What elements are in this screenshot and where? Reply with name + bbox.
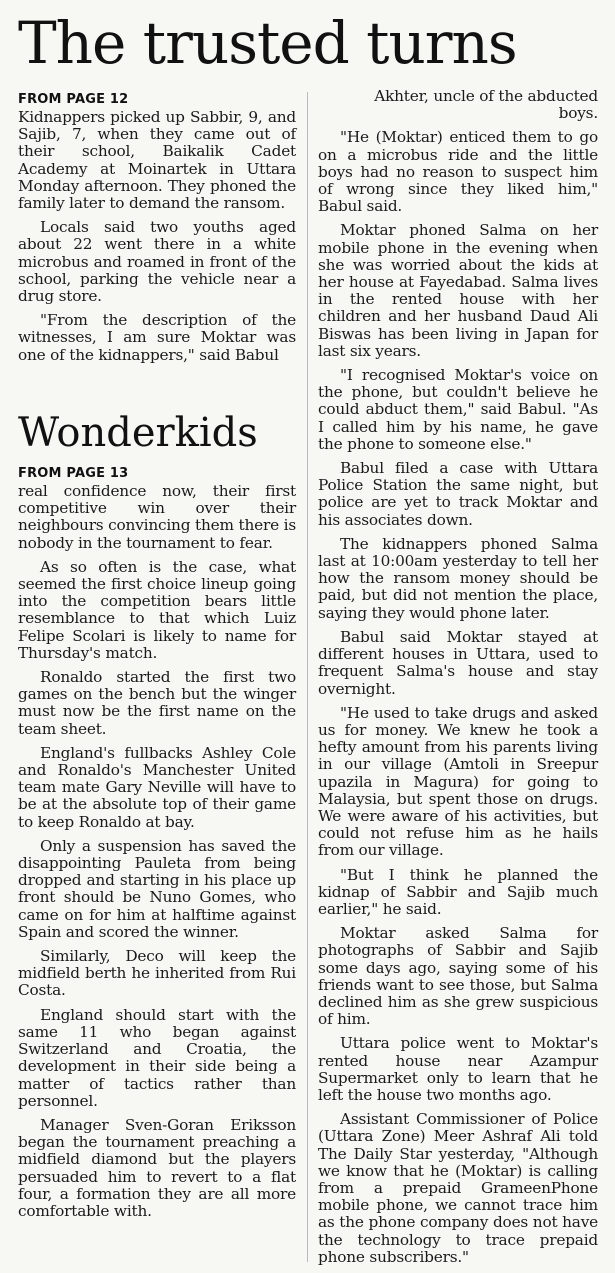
wonderkids-paragraph: Only a suspension has saved the disappointing Pauleta from being dropped and starting in his place up front should be Nuno Gomes, who came on for him at halftime against Spain and scored the winner.	[18, 836, 296, 941]
wonderkids-paragraph: Ronaldo started the first two games on the bench but the winger must now be the first name on the team sheet.	[18, 668, 296, 738]
headline: The trusted turns	[18, 9, 517, 77]
trusted-left-column	[18, 88, 296, 371]
wonderkids-column	[18, 462, 296, 1227]
trusted-paragraph: Moktar phoned Salma on her mobile phone in the evening when she was worried about the kids at her house at Fayedabad. Salma lives in the rented house with her children and her husband Daud Ali Biswas has been living in Japan for last six years.	[318, 221, 598, 360]
trusted-paragraph: Babul filed a case with Uttara Police Station the same night, but police are yet to track Moktar and his associates down.	[318, 459, 598, 529]
trusted-kicker: FROM PAGE 12	[18, 92, 129, 107]
trusted-paragraph: Locals said two youths aged about 22 went there in a white microbus and roamed in front of the school, parking the vehicle near a drug store.	[18, 218, 296, 306]
trusted-paragraph: Kidnappers picked up Sabbir, 9, and Sajib, 7, when they came out of their school, Baikalik Cadet Academy at Moinartek in Uttara Monday afternoon. They phoned the family later to demand the ransom.	[18, 108, 296, 213]
trusted-paragraph: Assistant Commissioner of Police (Uttara Zone) Meer Ashraf Ali told The Daily Star yesterday, "Although we know that he (Moktar) is calling from a prepaid GrameenPhone mobile phone, we cannot trace him as the phone company does not have the technology to trace prepaid phone subscribers."	[318, 1110, 598, 1266]
wonderkids-paragraph: real confidence now, their first competitive win over their neighbours convincing them there is nobody in the tournament to fear.	[18, 482, 296, 552]
wonderkids-kicker: FROM PAGE 13	[18, 466, 129, 481]
wonderkids-paragraph: Similarly, Deco will keep the midfield berth he inherited from Rui Costa.	[18, 947, 296, 1000]
trusted-paragraph: Uttara police went to Moktar's rented house near Azampur Supermarket only to learn that he left the house two months ago.	[318, 1034, 598, 1104]
trusted-paragraph: Moktar asked Salma for photographs of Sabbir and Sajib some days ago, saying some of his friends want to see those, but Salma declined him as she grew suspicious of him.	[318, 924, 598, 1029]
trusted-paragraph: Akhter, uncle of the abducted boys.	[374, 87, 598, 123]
wonderkids-paragraph: Manager Sven-Goran Eriksson began the tournament preaching a midfield diamond but the players persuaded him to revert to a flat four, a formation they are all more comfortable with.	[18, 1115, 296, 1220]
trusted-right-column	[318, 88, 598, 1273]
wonderkids-paragraph: England should start with the same 11 who began against Switzerland and Croatia, the development in their side being a matter of tactics rather than personnel.	[18, 1005, 296, 1110]
wonderkids-paragraph: As so often is the case, what seemed the first choice lineup going into the competition bears little resemblance to that which Luiz Felipe Scolari is likely to name for Thursday's match.	[18, 557, 296, 662]
trusted-paragraph: "But I think he planned the kidnap of Sabbir and Sajib much earlier," he said.	[318, 865, 598, 918]
trusted-paragraph: "From the description of the witnesses, I am sure Moktar was one of the kidnappers," said Babul	[18, 311, 296, 364]
trusted-paragraph: "He (Moktar) enticed them to go on a microbus ride and the little boys had no reason to suspect him of wrong since they liked him," Babul said.	[318, 128, 598, 216]
trusted-paragraph: "He used to take drugs and asked us for money. We knew he took a hefty amount from his parents living in our village (Amtoli in Sreepur upazila in Magura) for going to Malaysia, but spent those on drugs. We were aware of his activities, but could not refuse him as he hails from our village.	[318, 703, 598, 860]
trusted-paragraph: The kidnappers phoned Salma last at 10:00am yesterday to tell her how the ransom money should be paid, but did not mention the place, saying they would phone later.	[318, 534, 598, 622]
trusted-paragraph: Babul said Moktar stayed at different houses in Uttara, used to frequent Salma's house and stay overnight.	[318, 627, 598, 698]
wonderkids-paragraph: England's fullbacks Ashley Cole and Ronaldo's Manchester United team mate Gary Neville will have to be at the absolute top of their game to keep Ronaldo at bay.	[18, 743, 296, 831]
wonderkids-title: Wonderkids	[18, 410, 258, 456]
column-divider	[307, 92, 308, 1262]
trusted-paragraph: "I recognised Moktar's voice on the phone, but couldn't believe he could abduct them," said Babul. "As I called him by his name, he gave the phone to someone else."	[318, 366, 598, 453]
